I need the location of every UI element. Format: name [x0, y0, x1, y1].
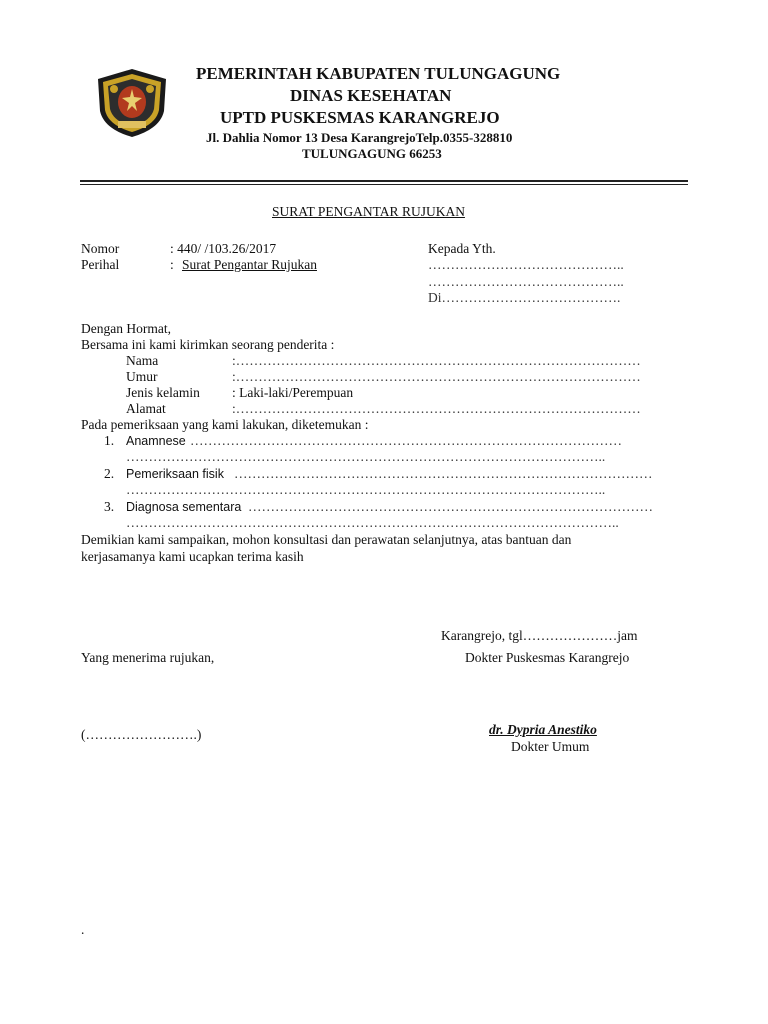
perihal-label: Perihal — [81, 257, 120, 272]
header-divider-thin — [80, 184, 688, 185]
greeting: Dengan Hormat, — [81, 321, 171, 336]
findings-intro: Pada pemeriksaan yang kami lakukan, diketemukan : — [81, 417, 369, 432]
finding-1-dots: …………………………………………………………………………………… — [190, 433, 622, 448]
field-address-value: :……………………………………………………………………………… — [232, 401, 641, 416]
header-line-clinic: UPTD PUSKESMAS KARANGREJO — [220, 108, 500, 127]
government-seal-logo — [94, 67, 170, 139]
field-gender-value: : Laki-laki/Perempuan — [232, 385, 354, 400]
perihal-colon: : — [170, 257, 174, 272]
field-address-label: Alamat — [126, 401, 166, 416]
intro-text: Bersama ini kami kirimkan seorang penderita : — [81, 337, 335, 352]
closing-line-2: kerjasamanya kami ucapkan terima kasih — [81, 549, 304, 564]
header-line-department: DINAS KESEHATAN — [290, 86, 452, 105]
field-gender-label: Jenis kelamin — [126, 385, 200, 400]
doctor-title: Dokter Puskesmas Karangrejo — [465, 650, 630, 665]
recipient-location: Di…………………………………. — [428, 290, 621, 305]
footer-mark: . — [81, 922, 85, 937]
finding-3-number: 3. — [104, 499, 115, 514]
header-city: TULUNGAGUNG 66253 — [302, 146, 442, 161]
nomor-label: Nomor — [81, 241, 120, 256]
finding-2-dots: ………………………………………………………………………………… — [234, 466, 653, 481]
document-title: SURAT PENGANTAR RUJUKAN — [272, 204, 465, 219]
header-address: Jl. Dahlia Nomor 13 Desa KarangrejoTelp.0355-328810 — [206, 130, 513, 145]
perihal-value: Surat Pengantar Rujukan — [182, 257, 317, 272]
recipient-label: Kepada Yth. — [428, 241, 496, 256]
place-date-line: Karangrejo, tgl…………………jam — [441, 628, 638, 643]
finding-2-line-2: …………………………………………………………………………………………….. — [126, 482, 606, 497]
field-name-label: Nama — [126, 353, 159, 368]
recipient-line-1: …………………………………….. — [428, 257, 624, 272]
header-line-government: PEMERINTAH KABUPATEN TULUNGAGUNG — [196, 64, 561, 83]
finding-3-line-2: ……………………………………………………………………………………………….. — [126, 515, 619, 530]
header-divider-thick — [80, 180, 688, 182]
finding-2-number: 2. — [104, 466, 115, 481]
finding-1-number: 1. — [104, 433, 115, 448]
field-age-value: :……………………………………………………………………………… — [232, 369, 641, 384]
nomor-value: : 440/ /103.26/2017 — [170, 241, 277, 256]
field-name-value: :……………………………………………………………………………… — [232, 353, 641, 368]
finding-3-label: Diagnosa sementara — [126, 500, 242, 514]
finding-1-line-2: …………………………………………………………………………………………….. — [126, 449, 606, 464]
receiver-label: Yang menerima rujukan, — [81, 650, 215, 665]
finding-1-label: Anamnese — [126, 434, 186, 448]
closing-line-1: Demikian kami sampaikan, mohon konsultasi dan perawatan selanjutnya, atas bantuan dan — [81, 532, 572, 547]
recipient-line-2: …………………………………….. — [428, 274, 624, 289]
finding-2-label: Pemeriksaan fisik — [126, 467, 224, 481]
field-age-label: Umur — [126, 369, 158, 384]
receiver-signature-blank: (…………………….) — [81, 727, 202, 742]
doctor-name: dr. Dypria Anestiko — [489, 722, 597, 737]
doctor-role: Dokter Umum — [511, 739, 590, 754]
finding-3-dots: ……………………………………………………………………………… — [248, 499, 653, 514]
